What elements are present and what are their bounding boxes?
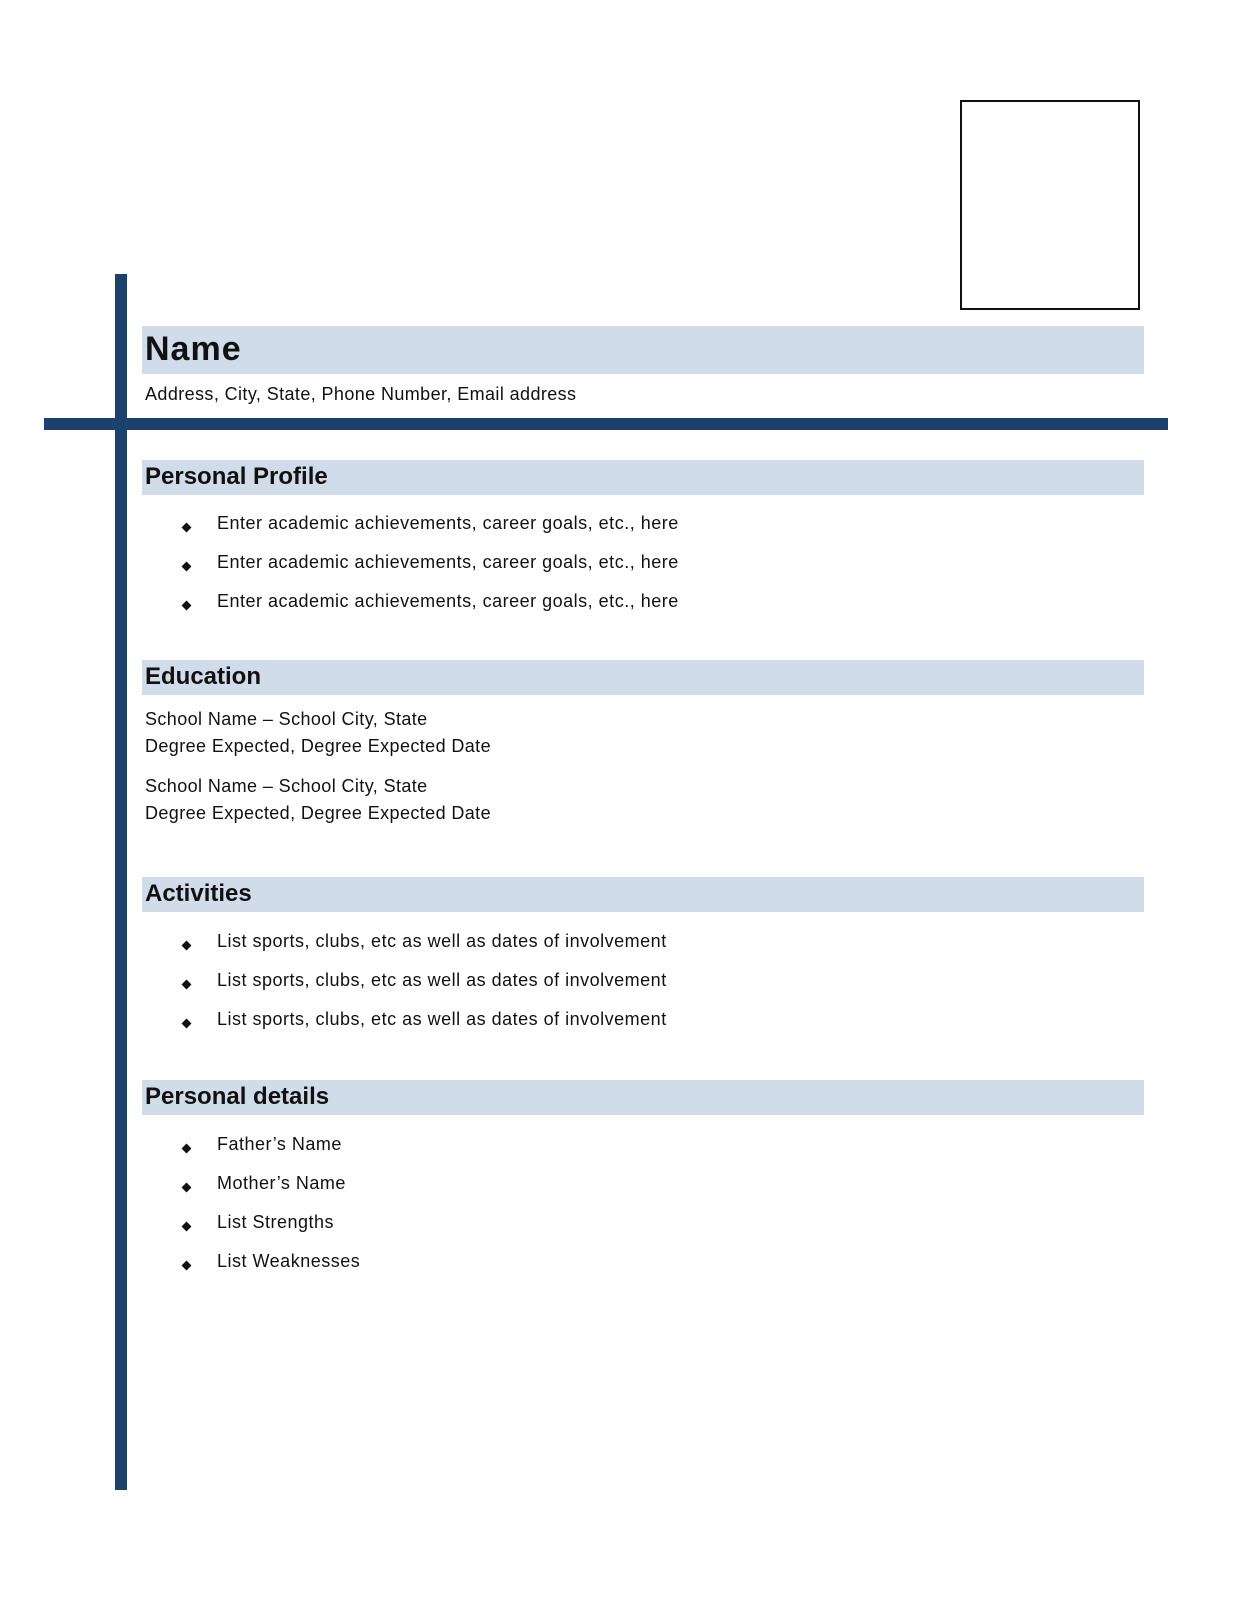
diamond-bullet-icon (182, 601, 192, 611)
list-item-text: Enter academic achievements, career goals, etc., here (217, 513, 679, 533)
education-heading: Education (145, 663, 262, 690)
vertical-accent-bar (115, 274, 127, 1490)
school-line: School Name – School City, State (145, 709, 428, 729)
list-item-text: Enter academic achievements, career goals, etc., here (217, 552, 679, 572)
diamond-bullet-icon (182, 941, 192, 951)
personal-details-heading: Personal details (145, 1083, 330, 1110)
diamond-bullet-icon (182, 562, 192, 572)
list-item-text: List sports, clubs, etc as well as dates of involvement (217, 931, 667, 951)
degree-line: Degree Expected, Degree Expected Date (145, 736, 491, 756)
diamond-bullet-icon (182, 1222, 192, 1232)
list-item-text: Mother’s Name (217, 1173, 346, 1193)
list-item-text: List sports, clubs, etc as well as dates of involvement (217, 1009, 667, 1029)
list-item-text: Enter academic achievements, career goals, etc., here (217, 591, 679, 611)
resume-name: Name (145, 330, 242, 368)
list-item-text: Father’s Name (217, 1134, 342, 1154)
horizontal-accent-bar (44, 418, 1168, 430)
diamond-bullet-icon (182, 1261, 192, 1271)
personal-profile-band (142, 460, 1144, 495)
school-line: School Name – School City, State (145, 776, 428, 796)
personal-details-band (142, 1080, 1144, 1115)
contact-line: Address, City, State, Phone Number, Email address (145, 384, 577, 404)
name-band (142, 326, 1144, 374)
diamond-bullet-icon (182, 980, 192, 990)
list-item-text: List Weaknesses (217, 1251, 361, 1271)
list-item-text: List Strengths (217, 1212, 335, 1232)
education-entry (145, 773, 491, 827)
list-item-text: List sports, clubs, etc as well as dates of involvement (217, 970, 667, 990)
education-band (142, 660, 1144, 695)
photo-placeholder (960, 100, 1140, 310)
activities-heading: Activities (145, 880, 252, 907)
education-entry (145, 706, 491, 760)
personal-profile-heading: Personal Profile (145, 463, 328, 490)
degree-line: Degree Expected, Degree Expected Date (145, 803, 491, 823)
diamond-bullet-icon (182, 1183, 192, 1193)
diamond-bullet-icon (182, 523, 192, 533)
activities-band (142, 877, 1144, 912)
diamond-bullet-icon (182, 1144, 192, 1154)
diamond-bullet-icon (182, 1019, 192, 1029)
